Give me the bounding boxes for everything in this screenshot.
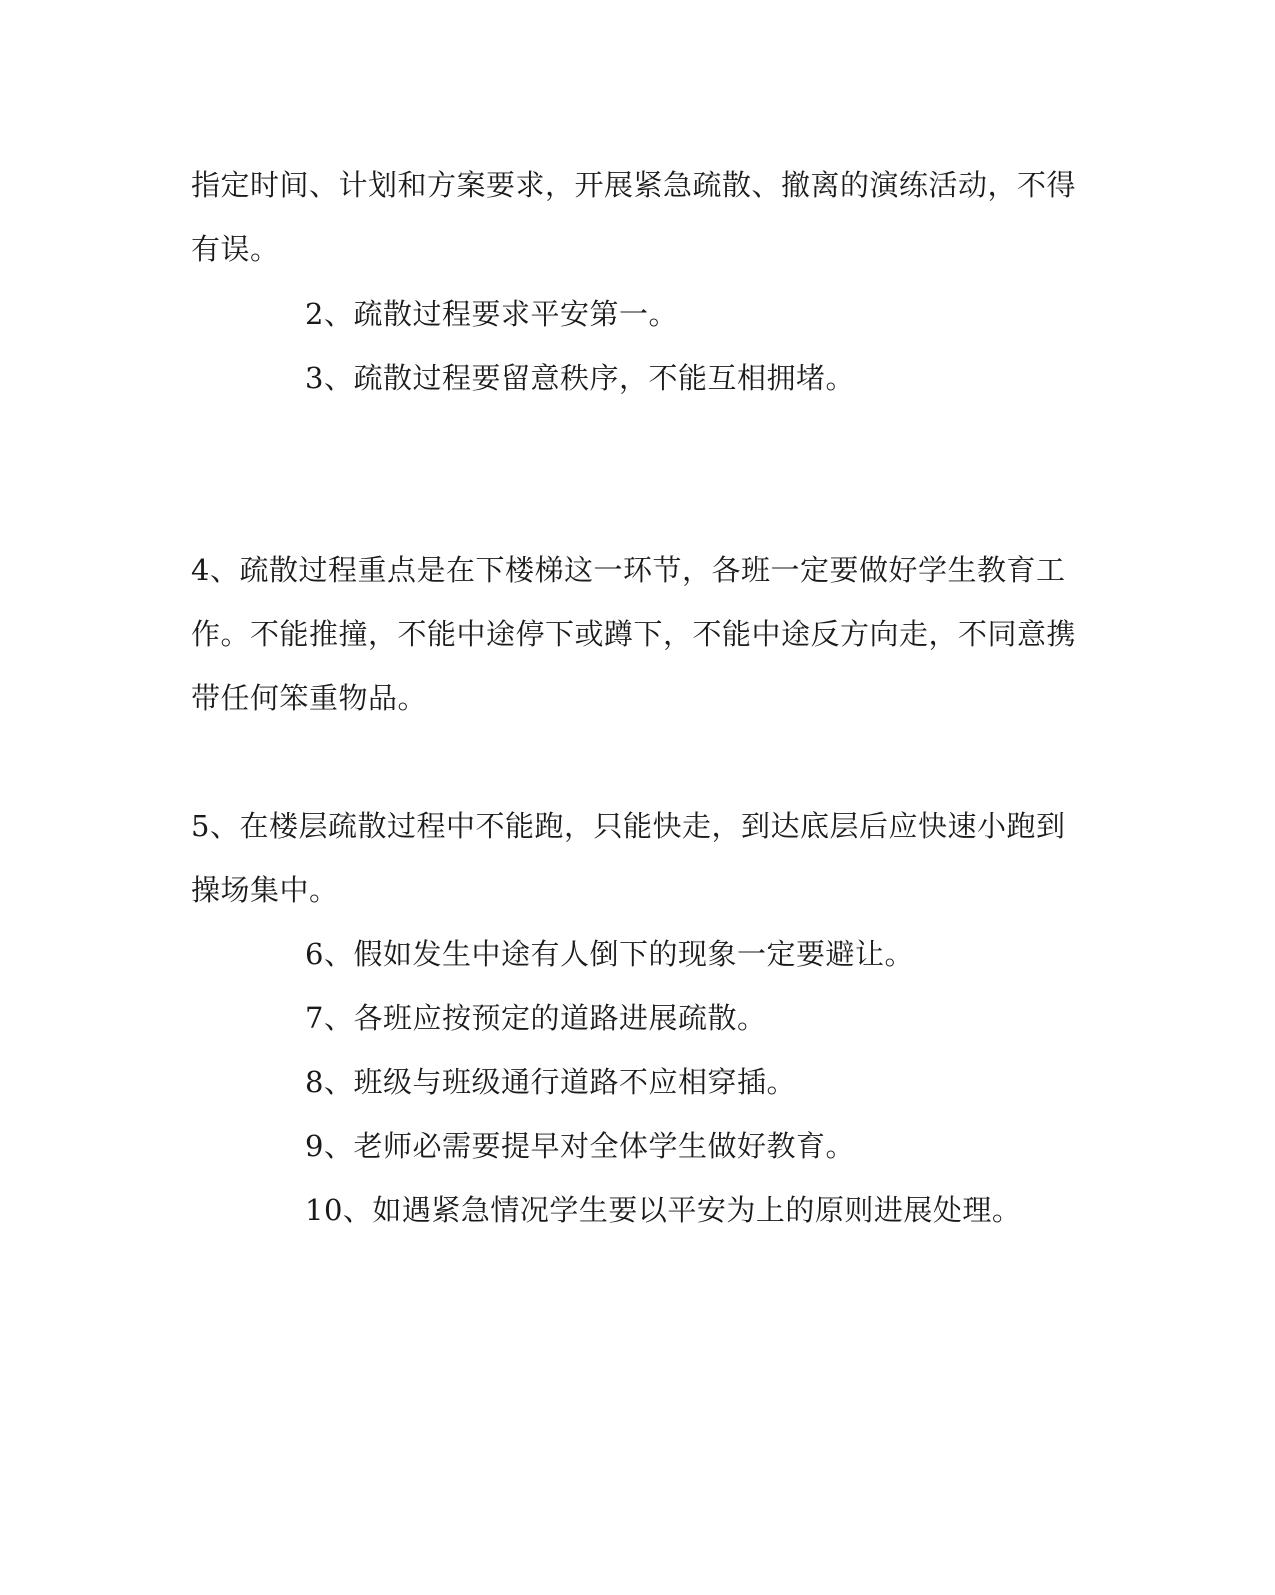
list-item: 9、老师必需要提早对全体学生做好教育。 bbox=[305, 1129, 855, 1163]
list-item: 10、如遇紧急情况学生要以平安为上的原则进展处理。 bbox=[305, 1193, 1022, 1227]
paragraph-line: 操场集中。 bbox=[191, 873, 339, 907]
paragraph-line: 带任何笨重物品。 bbox=[191, 681, 428, 715]
paragraph-line: 作。不能推撞，不能中途停下或蹲下，不能中途反方向走，不同意携 bbox=[191, 617, 1077, 651]
list-item: 8、班级与班级通行道路不应相穿插。 bbox=[305, 1065, 796, 1099]
list-item: 7、各班应按预定的道路进展疏散。 bbox=[305, 1001, 767, 1035]
list-item: 6、假如发生中途有人倒下的现象一定要避让。 bbox=[305, 937, 914, 971]
paragraph-line: 有误。 bbox=[191, 232, 280, 266]
list-item: 3、疏散过程要留意秩序，不能互相拥堵。 bbox=[305, 361, 855, 395]
paragraph-line: 指定时间、计划和方案要求，开展紧急疏散、撤离的演练活动，不得 bbox=[191, 168, 1077, 202]
list-item: 2、疏散过程要求平安第一。 bbox=[305, 297, 678, 331]
list-item: 5、在楼层疏散过程中不能跑，只能快走，到达底层后应快速小跑到 bbox=[191, 809, 1066, 843]
list-item: 4、疏散过程重点是在下楼梯这一环节，各班一定要做好学生教育工 bbox=[191, 553, 1066, 587]
